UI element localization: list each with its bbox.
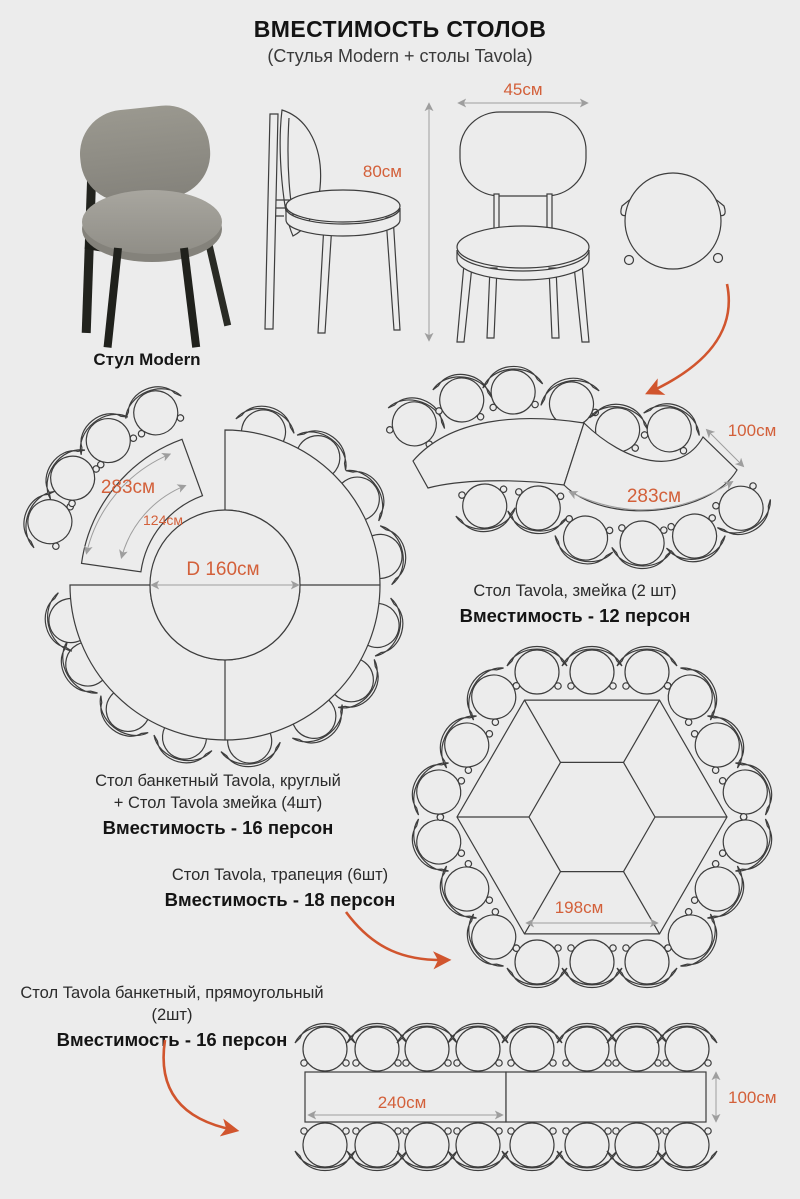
page-subtitle: (Стулья Modern + столы Tavola) [267,46,533,66]
round-capacity: Вместимость - 16 персон [102,817,334,838]
page-title: ВМЕСТИМОСТЬ СТОЛОВ [253,16,547,42]
chair-top-icon [397,1123,457,1171]
snake-width-dim: 100см [727,421,777,440]
rectangle-caption: Стол Tavola банкетный, прямоугольный (2шт) [20,984,324,1024]
figure-rectangle-table [290,1025,790,1183]
round-table-caption [18,770,418,839]
chair-top-icon [607,1123,667,1171]
chair-top-icon [429,371,495,426]
flow-arrow-to-hexagon [346,912,446,960]
hexagon-table-caption [95,864,465,911]
chair-side-view [248,96,403,344]
chair-top-icon [448,1023,508,1071]
hexagon-caption: Стол Tavola, трапеция (6шт) [171,866,389,884]
chair-top-icon [657,1123,717,1171]
chair-width-dimension: 45см [503,80,543,99]
chair-top-icon [397,1023,457,1071]
snake-capacity: Вместимость - 12 персон [459,605,691,626]
chair-top-icon [502,1123,562,1171]
round-inner-arc-dim: 124см [143,512,183,528]
chair-top-icon [295,1023,355,1071]
chair-top-icon [557,1123,617,1171]
round-caption-line2: + Стол Tavola змейка (4шт) [113,794,323,812]
chair-top-icon [295,1123,355,1171]
figure-round-table [15,375,435,787]
chair-top-icon [661,508,730,567]
hexagon-side-dim: 198см [554,898,604,917]
rectangle-length-dim: 240см [377,1093,427,1112]
chair-top-icon [347,1123,407,1171]
chair-top-icon [562,940,622,988]
chair-top-icon [611,519,673,570]
chair-top-icon [607,1023,667,1071]
chair-top-view [612,158,747,283]
round-diameter-dim: D 160см [186,559,260,580]
chair-top-icon [657,1023,717,1071]
chair-top-icon [452,480,518,535]
hexagon-capacity: Вместимость - 18 персон [164,889,396,910]
chair-top-icon [550,509,621,571]
snake-arc-dim: 283см [626,486,682,507]
chair-top-icon [448,1123,508,1171]
chair-top-icon [506,483,571,537]
chair-top-icon [617,940,677,988]
chair-top-icon [557,1023,617,1071]
chair-top-icon [502,1023,562,1071]
chair-top-icon [562,646,622,694]
rectangle-width-dim: 100см [728,1088,777,1107]
round-caption-line1: Стол банкетный Tavola, круглый [95,772,341,790]
snake-caption: Стол Tavola, змейка (2 шт) [473,582,677,600]
chair-photo-label: Стул Modern [93,350,201,369]
chair-height-dimension: 80см [362,162,402,181]
snake-table-caption [398,580,752,627]
figure-snake-table [390,368,800,583]
round-outer-arc-dim: 283см [100,477,156,498]
rectangle-capacity: Вместимость - 16 персон [56,1029,288,1050]
chair-top-icon [481,364,544,416]
chair-top-icon [347,1023,407,1071]
chair-front-view [452,96,594,348]
flow-arrow-to-rectangle [164,1040,234,1130]
figure-hexagon-table [437,645,793,1005]
modern-chair-photo [52,98,242,353]
